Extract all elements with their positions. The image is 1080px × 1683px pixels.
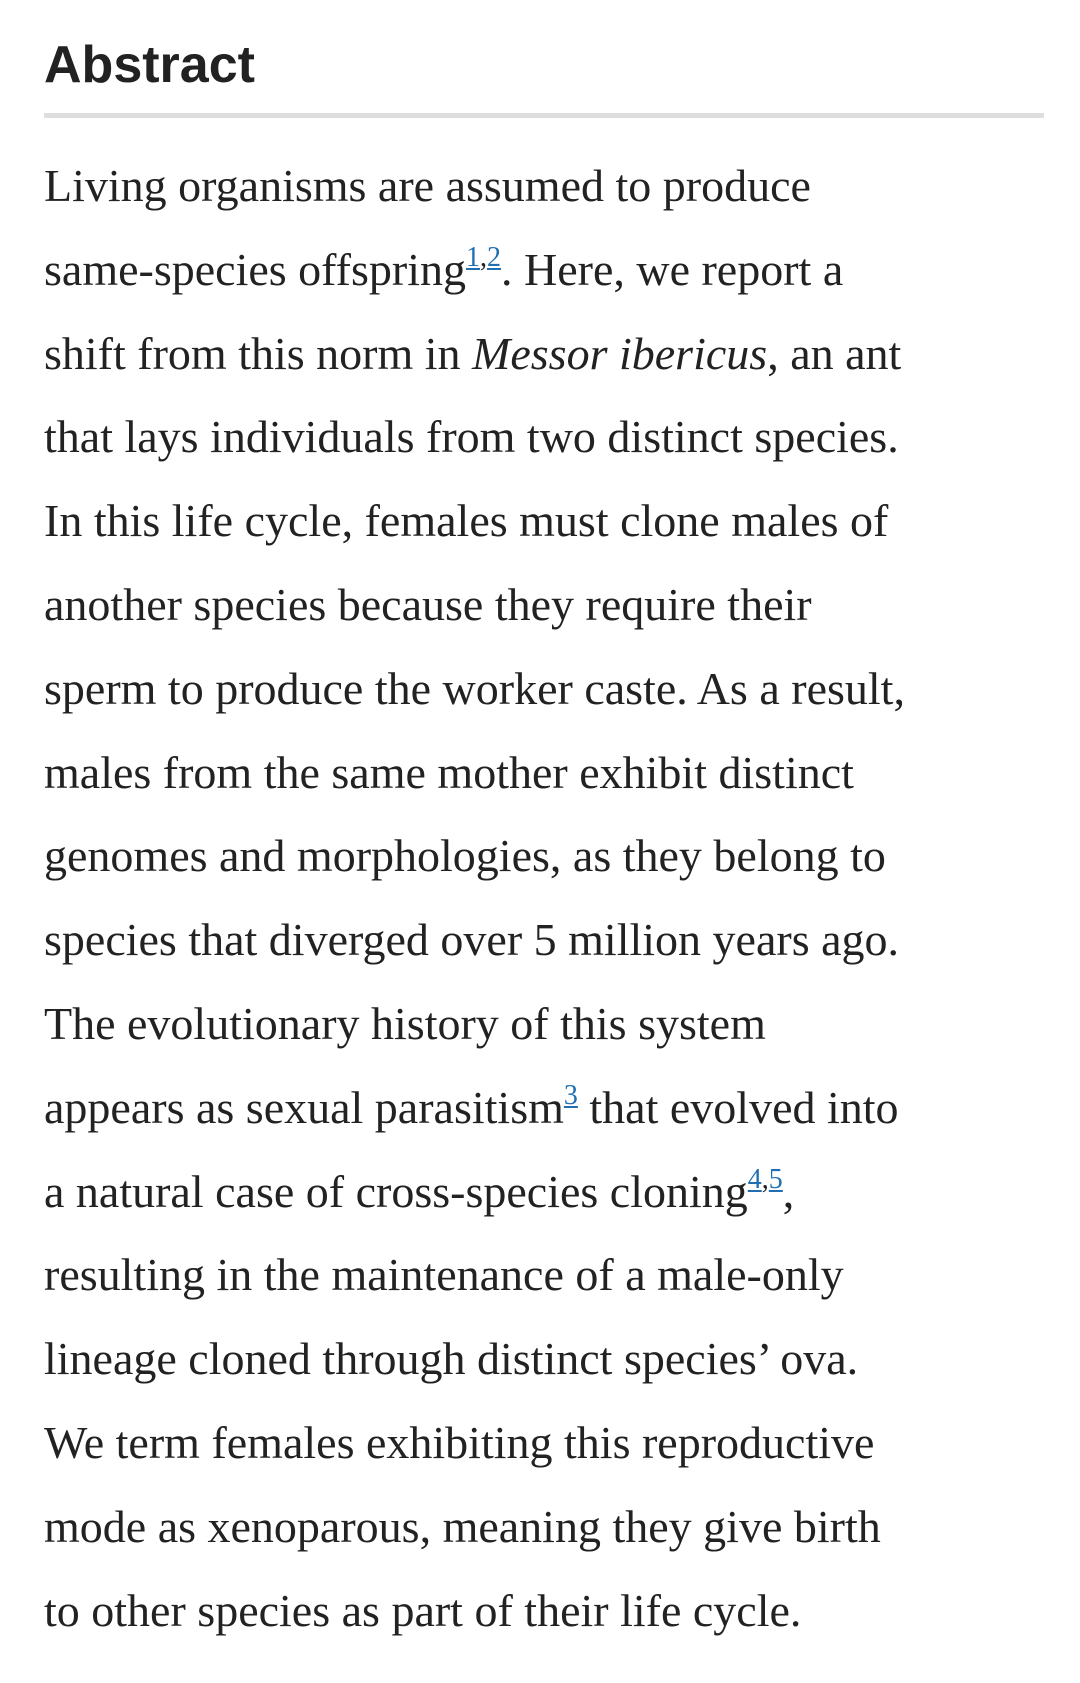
abstract-line: We term females exhibiting this reproductive [44,1416,875,1468]
abstract-line: same-species offspring$^{1,2}$. Here, we report a [44,242,844,295]
citation-group: 1,2 [465,242,501,274]
abstract-line: lineage cloned through distinct species’ ova. [44,1333,859,1385]
citation-link-2[interactable]: 2 [486,242,501,274]
abstract-line: a natural case of cross-species cloning$^{4,5}$, [44,1164,795,1217]
abstract-heading: Abstract [44,36,255,94]
citation-link-1[interactable]: 1 [465,242,480,274]
citation-group: 4,5 [747,1164,783,1196]
abstract-line: to other species as part of their life cycle. [44,1584,802,1636]
abstract-line: species that diverged over 5 million years ago. [44,914,900,966]
abstract-line: another species because they require their [44,578,812,630]
abstract-line: In this life cycle, females must clone males of [44,495,889,547]
abstract-line: genomes and morphologies, as they belong to [44,830,886,882]
heading-divider [44,113,1044,118]
abstract-line: sperm to produce the worker caste. As a result, [44,662,905,714]
abstract-line: males from the same mother exhibit distinct [44,746,854,798]
citation-link-3[interactable]: 3 [563,1080,578,1112]
abstract-line: shift from this norm in Messor ibericus, an ant [44,327,902,379]
citation-link-4[interactable]: 4 [747,1164,762,1196]
abstract-line: mode as xenoparous, meaning they give birth [44,1500,881,1552]
abstract-line: Living organisms are assumed to produce [44,160,811,211]
species-name: Messor ibericus [472,327,768,379]
citation-group [564,1080,578,1111]
abstract-line: The evolutionary history of this system [44,997,766,1049]
abstract-line: resulting in the maintenance of a male-only [44,1249,844,1301]
citation-link-5[interactable]: 5 [768,1164,783,1196]
abstract-body [44,144,1054,1652]
abstract-line: that lays individuals from two distinct species. [44,411,899,463]
abstract-line: appears as sexual parasitism$^3$ that evolved into [44,1080,899,1133]
